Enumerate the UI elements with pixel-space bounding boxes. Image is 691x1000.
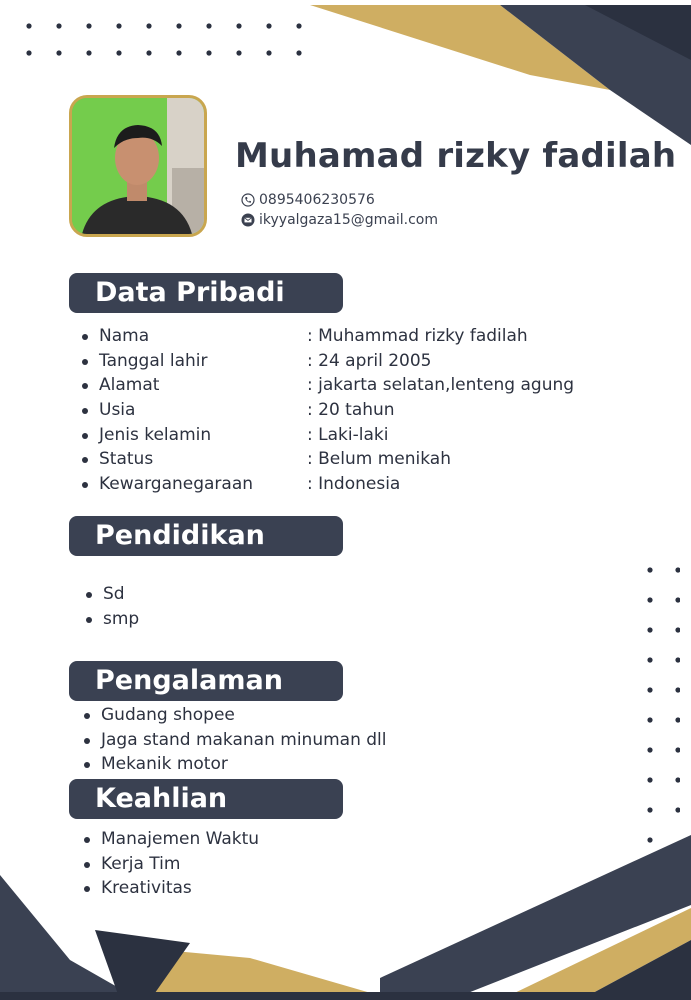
profile-photo xyxy=(69,95,207,237)
email-text: ikyyalgaza15@gmail.com xyxy=(259,212,438,228)
list-item: Sd xyxy=(103,582,403,607)
list-item: Kewarganegaraan : Indonesia xyxy=(99,472,619,497)
experience-list xyxy=(101,703,501,777)
section-title-pengalaman: Pengalaman xyxy=(69,661,343,701)
education-list xyxy=(103,582,403,631)
list-item: Kreativitas xyxy=(101,876,401,901)
section-title-keahlian: Keahlian xyxy=(69,779,343,819)
skills-list xyxy=(101,827,401,901)
dot-pattern-top xyxy=(24,20,314,60)
list-item: Manajemen Waktu xyxy=(101,827,401,852)
list-item: Status : Belum menikah xyxy=(99,447,619,472)
list-item: Jenis kelamin : Laki-laki xyxy=(99,423,619,448)
list-item: Nama : Muhammad rizky fadilah xyxy=(99,324,619,349)
list-item: Kerja Tim xyxy=(101,852,401,877)
phone-text: 0895406230576 xyxy=(259,192,375,208)
list-item: Mekanik motor xyxy=(101,752,501,777)
personal-data-list xyxy=(99,324,619,497)
email-contact xyxy=(241,212,438,228)
full-name: Muhamad rizky fadilah xyxy=(235,136,677,176)
list-item: Jaga stand makanan minuman dll xyxy=(101,728,501,753)
section-title-pendidikan: Pendidikan xyxy=(69,516,343,556)
dot-pattern-right xyxy=(640,560,680,850)
email-icon xyxy=(241,213,255,227)
section-title-data-pribadi: Data Pribadi xyxy=(69,273,343,313)
phone-contact xyxy=(241,192,375,208)
list-item: Alamat : jakarta selatan,lenteng agung xyxy=(99,373,619,398)
list-item: Usia : 20 tahun xyxy=(99,398,619,423)
list-item: Tanggal lahir : 24 april 2005 xyxy=(99,349,619,374)
phone-icon xyxy=(241,193,255,207)
list-item: smp xyxy=(103,607,403,632)
list-item: Gudang shopee xyxy=(101,703,501,728)
